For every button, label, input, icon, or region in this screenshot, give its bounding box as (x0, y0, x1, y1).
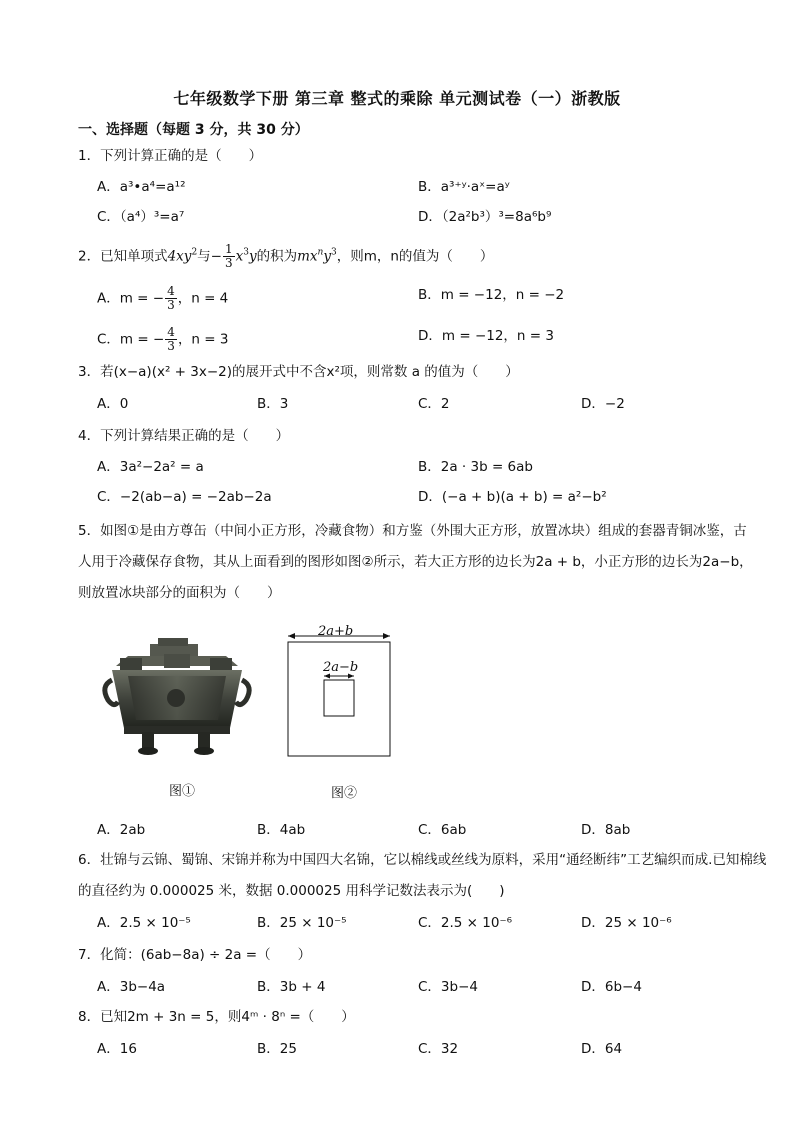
question-6-option-c: C．2.5 × 10⁻⁶ (418, 915, 513, 931)
question-6-option-b: B．25 × 10⁻⁵ (257, 915, 347, 931)
question-2-option-b: B．m = −12，n = −2 (418, 287, 565, 303)
q2-option-c-post: ，n = 3 (177, 331, 229, 348)
q2-term-3: mx (297, 248, 318, 265)
q2-text-mid-2: 的积为 (256, 248, 298, 265)
question-1-option-b: B．a³⁺ʸ·aˣ=aʸ (418, 179, 510, 195)
question-2-option-a (97, 285, 228, 312)
figure-2-caption: 图② (331, 786, 358, 801)
question-3-option-d: D．−2 (581, 396, 625, 412)
q2-text-post: ，则m，n的值为（ ） (336, 248, 494, 265)
bronze-vessel-image (98, 636, 256, 756)
question-1-option-a: A．a³•a⁴=a¹² (97, 179, 186, 195)
q2-term-2: x (235, 248, 244, 265)
question-3-option-c: C．2 (418, 396, 450, 412)
q2-option-a-pre: A．m = − (97, 290, 165, 307)
section-heading: 一、选择题（每题 3 分，共 30 分） (78, 122, 309, 138)
question-1-option-d: D．（2a²b³）³=8a⁶b⁹ (418, 209, 552, 225)
q2-text-pre: 2．已知单项式 (78, 248, 168, 265)
q2-fraction-denominator: 3 (224, 256, 233, 270)
q2-option-c-numerator: 4 (167, 325, 175, 339)
question-7-option-d: D．6b−4 (581, 979, 642, 995)
outer-side-label: 2a+b (318, 624, 354, 639)
question-4-option-b: B．2a · 3b = 6ab (418, 459, 533, 475)
figure-1-caption: 图① (169, 784, 196, 799)
q2-minus-sign: − (210, 248, 222, 265)
question-1-option-c: C．（a⁴）³=a⁷ (97, 209, 185, 225)
q2-term-3-y-exp: 3 (330, 247, 337, 258)
question-8-option-b: B．25 (257, 1041, 297, 1057)
question-2-stem (78, 243, 493, 270)
q2-term-2-exp: 3 (243, 247, 249, 258)
question-7-option-a: A．3b−4a (97, 979, 166, 995)
q2-term-1-exp: 2 (191, 247, 198, 258)
question-2-option-d: D．m = −12，n = 3 (418, 328, 554, 344)
question-3-option-a: A．0 (97, 396, 129, 412)
question-8-option-c: C．32 (418, 1041, 459, 1057)
q2-option-a-fraction (165, 285, 177, 312)
question-5-option-b: B．4ab (257, 822, 306, 838)
question-8-option-d: D．64 (581, 1041, 623, 1057)
q2-fraction (223, 243, 235, 270)
q2-option-a-post: ，n = 4 (177, 290, 229, 307)
q2-option-c-fraction (165, 326, 177, 353)
question-4-option-c: C．−2(ab−a) = −2ab−2a (97, 489, 272, 505)
question-6-option-a: A．2.5 × 10⁻⁵ (97, 915, 191, 931)
q2-option-a-numerator: 4 (167, 284, 175, 298)
question-4-option-a: A．3a²−2a² = a (97, 459, 204, 475)
question-5-option-a: A．2ab (97, 822, 146, 838)
question-5-stem: 5．如图①是由方尊缶（中间小正方形，冷藏食物）和方鉴（外围大正方形，放置冰块）组成的套器青铜冰鉴，古人用于冷藏保存食物，其从上面看到的图形如图②所示，若大正方形的边长为2a + b，小正方形的边长为2a−b，则放置冰块部分的面积为（ ） (78, 523, 753, 601)
question-4-stem: 4．下列计算结果正确的是（ ） (78, 428, 290, 444)
inner-side-label: 2a−b (323, 660, 359, 675)
question-8-stem: 8．已知2m + 3n = 5，则4ᵐ · 8ⁿ =（ ） (78, 1009, 355, 1025)
question-5-option-d: D．8ab (581, 822, 631, 838)
question-7-option-b: B．3b + 4 (257, 979, 326, 995)
question-7-option-c: C．3b−4 (418, 979, 478, 995)
q2-term-1: 4xy (167, 248, 192, 265)
q2-fraction-numerator: 1 (224, 242, 233, 256)
q2-term-2-y: y (248, 248, 257, 265)
q2-term-3-y: y (323, 248, 331, 265)
q2-option-c-denominator: 3 (167, 339, 175, 353)
question-5-option-c: C．6ab (418, 822, 467, 838)
q2-option-c-pre: C．m = − (97, 331, 165, 348)
question-8-option-a: A．16 (97, 1041, 137, 1057)
square-diagram (280, 618, 400, 763)
question-6-stem: 6．壮锦与云锦、蜀锦、宋锦并称为中国四大名锦，它以棉线或丝线为原料，采用“通经断纬”工艺编织而成.已知棉线的直径约为 0.000025 米，数据 0.000025 用科学记数法表示为( ) (78, 852, 767, 899)
question-6-option-d: D．25 × 10⁻⁶ (581, 915, 672, 931)
q2-option-a-denominator: 3 (167, 298, 175, 312)
page-title: 七年级数学下册 第三章 整式的乘除 单元测试卷（一）浙教版 (173, 89, 621, 108)
q2-text-mid-1: 与 (197, 248, 211, 265)
question-3-stem: 3．若(x−a)(x² + 3x−2)的展开式中不含x²项，则常数 a 的值为（ ） (78, 364, 519, 380)
question-4-option-d: D．(−a + b)(a + b) = a²−b² (418, 489, 607, 505)
question-1-stem: 1．下列计算正确的是（ ） (78, 148, 263, 164)
question-7-stem: 7．化简：(6ab−8a) ÷ 2a =（ ） (78, 947, 312, 963)
q2-term-3-exp: n (317, 247, 324, 258)
question-3-option-b: B．3 (257, 396, 289, 412)
question-2-option-c (97, 326, 228, 353)
